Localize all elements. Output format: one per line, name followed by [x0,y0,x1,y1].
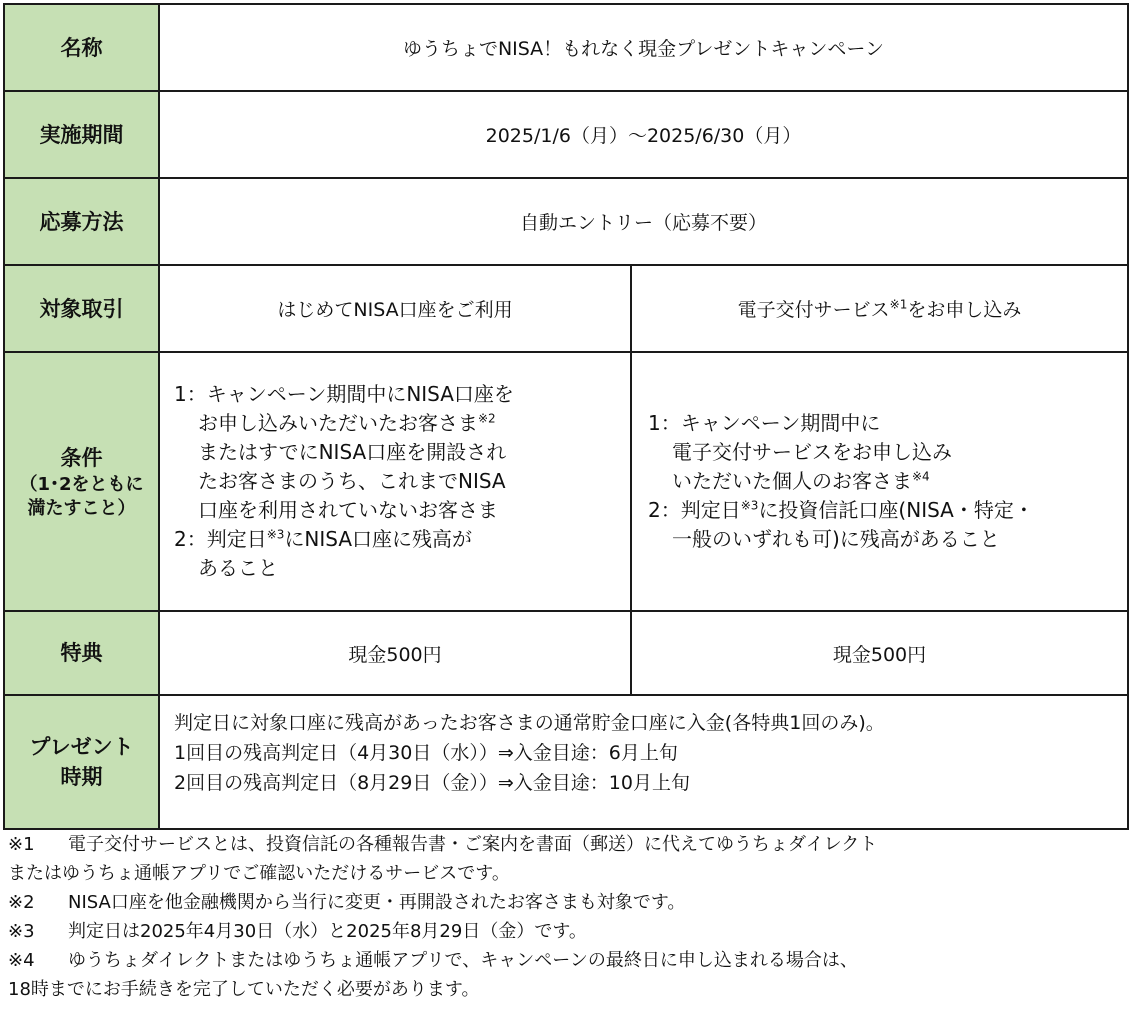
benefit-nisa: 現金500円 [159,611,631,695]
header-conditions [4,352,159,611]
cond-right-line2: 電子交付サービスをお申し込み [672,440,952,464]
conditions-label-sub1: （1･2をともに [19,473,144,495]
footnote-2 [8,888,1123,917]
note-mark-3: ※3 [266,527,285,542]
cond-left-line6-post: にNISA口座に残高が [284,527,473,551]
row-conditions [4,352,1128,611]
apply-method: 自動エントリー（応募不要） [159,178,1128,265]
campaign-table [3,3,1129,830]
note-mark-3b: ※3 [740,498,759,513]
footnote-2-mark: ※2 [8,892,35,913]
cond-right-line4 [648,496,1127,525]
timing-line1: 判定日に対象口座に残高があったお客さまの通常貯金口座に入金(各特典1回のみ)。 [174,712,885,734]
footnote-1-mark: ※1 [8,834,35,855]
row-apply [4,178,1128,265]
row-benefit [4,611,1128,695]
cond-right-line3-text: いただいた個人のお客さま [672,469,912,493]
header-period: 実施期間 [4,91,159,178]
timing-line3: 2回目の残高判定日（8月29日（金））⇒入金目途：10月上旬 [174,772,690,794]
campaign-period: 2025/1/6（月）～2025/6/30（月） [159,91,1128,178]
cond-right-line1: 1：キャンペーン期間中に [648,411,881,435]
footnotes [8,830,1123,1004]
row-period [4,91,1128,178]
footnote-1-line2: またはゆうちょ通帳アプリでご確認いただけるサービスです。 [8,863,510,884]
note-mark-4: ※4 [912,469,930,484]
header-timing [4,695,159,829]
footnote-1-line1: 電子交付サービスとは、投資信託の各種報告書・ご案内を書面（郵送）に代えてゆうちょダイレクト [68,834,878,855]
footnote-3-line1: 判定日は2025年4月30日（水）と2025年8月29日（金）です。 [68,921,587,942]
campaign-name: ゆうちょでNISA！もれなく現金プレゼントキャンペーン [159,4,1128,91]
conditions-label-sub2: 満たすこと） [27,497,136,519]
footnote-3 [8,917,1123,946]
benefit-e-delivery: 現金500円 [631,611,1128,695]
note-mark-1: ※1 [889,297,908,312]
cond-left-line5: 口座を利用されていないお客さま [198,498,498,522]
cond-left-line6-pre: 2：判定日 [174,527,267,551]
footnote-4-line1: ゆうちょダイレクトまたはゆうちょ通帳アプリで、キャンペーンの最終日に申し込まれる場合は、 [68,950,858,971]
cond-left-line4: たお客さまのうち、これまでNISA [198,469,506,493]
target-nisa: はじめてNISA口座をご利用 [159,265,631,352]
target-e-delivery-text: 電子交付サービス [737,299,890,321]
footnote-4-mark: ※4 [8,950,35,971]
cond-left-line3: またはすでにNISA口座を開設され [198,440,507,464]
footnote-3-mark: ※3 [8,921,35,942]
timing-line2: 1回目の残高判定日（4月30日（水））⇒入金目途：6月上旬 [174,742,678,764]
timing-detail [159,695,1128,829]
cond-left-line1: 1：キャンペーン期間中にNISA口座を [174,382,514,406]
cond-left-line2 [174,409,630,438]
footnote-1 [8,830,1123,859]
header-name: 名称 [4,4,159,91]
timing-label-2: 時期 [60,765,103,789]
footnote-2-line1: NISA口座を他金融機関から当行に変更・再開設されたお客さまも対象です。 [68,892,686,913]
row-name [4,4,1128,91]
row-target [4,265,1128,352]
cond-left-line2-text: お申し込みいただいたお客さま [198,411,478,435]
cond-left-line6 [174,525,630,554]
conditions-e-delivery [631,352,1128,611]
footnote-4 [8,946,1123,975]
conditions-label: 条件 [60,445,103,470]
conditions-nisa [159,352,631,611]
header-target: 対象取引 [4,265,159,352]
row-timing [4,695,1128,829]
cond-right-line5: 一般のいずれも可)に残高があること [672,527,1000,551]
cond-left-line7: あること [198,556,278,580]
target-e-delivery [631,265,1128,352]
header-apply: 応募方法 [4,178,159,265]
cond-right-line3 [648,467,1127,496]
cond-right-line4-post: に投資信託口座(NISA・特定・ [758,498,1034,522]
header-benefit: 特典 [4,611,159,695]
cond-right-line4-pre: 2：判定日 [648,498,741,522]
note-mark-2: ※2 [478,411,496,426]
timing-label-1: プレゼント [29,735,134,759]
target-e-delivery-suffix: をお申し込み [907,299,1022,321]
footnote-4-line2: 18時までにお手続きを完了していただく必要があります。 [8,979,480,1000]
